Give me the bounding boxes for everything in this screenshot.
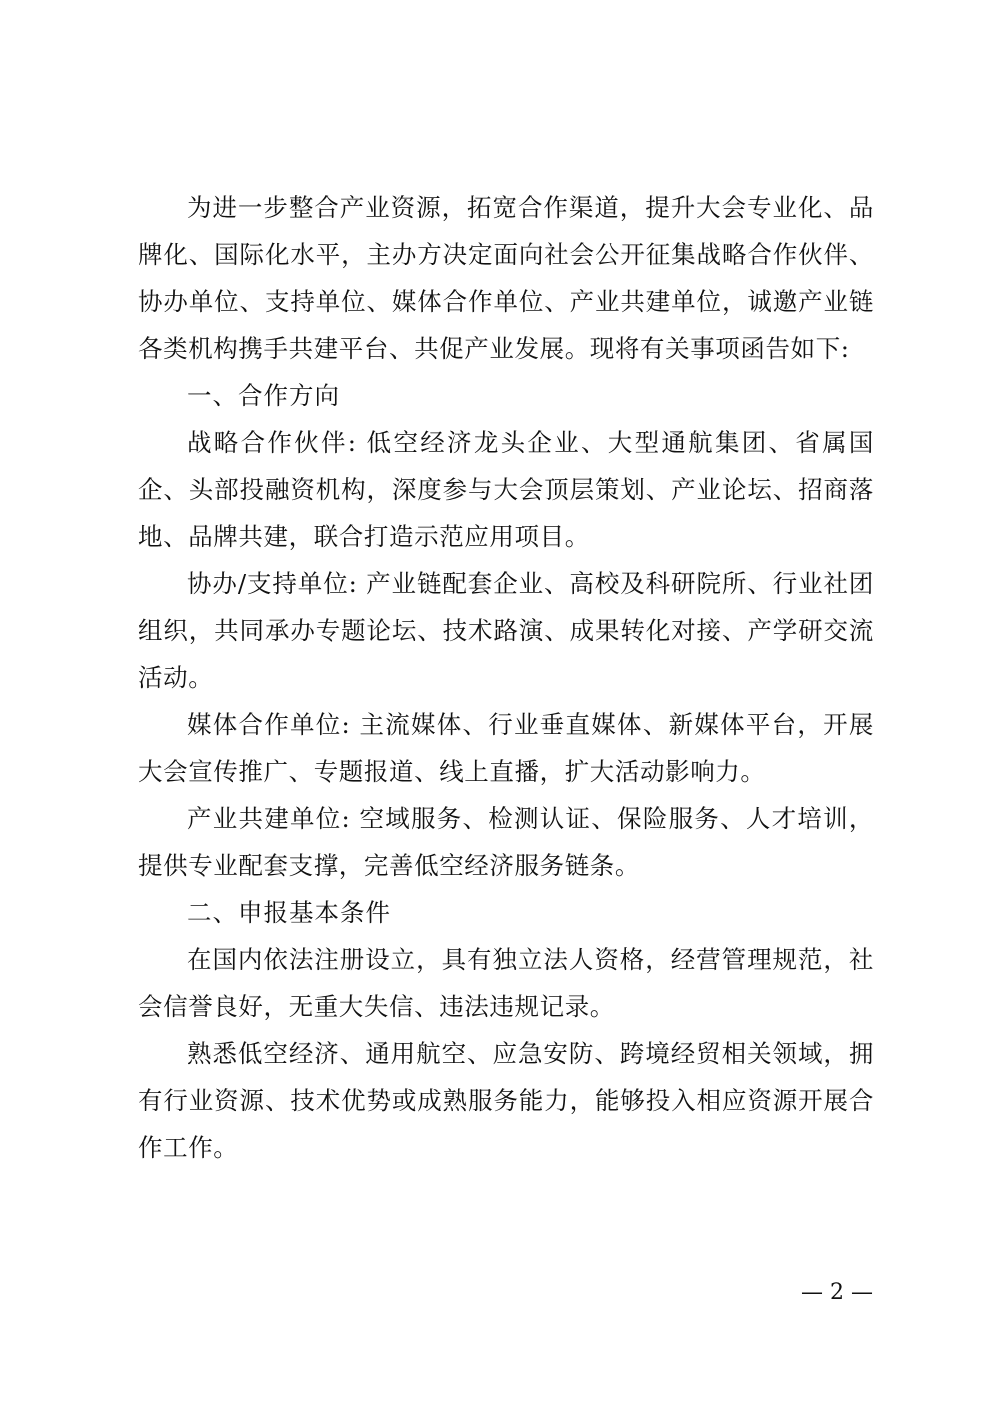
paragraph-strategic-partner: 战略合作伙伴: 低空经济龙头企业、大型通航集团、省属国企、头部投融资机构，深度参与大会顶层策划、产业论坛、招商落地、品牌共建，联合打造示范应用项目。 — [138, 428, 874, 551]
paragraph-requirement-legal: 在国内依法注册设立，具有独立法人资格，经营管理规范，社会信誉良好，无重大失信、违法违规记录。 — [138, 945, 874, 1021]
document-body — [138, 184, 874, 1171]
intro-paragraph: 为进一步整合产业资源，拓宽合作渠道，提升大会专业化、品牌化、国际化水平，主办方决定面向社会公开征集战略合作伙伴、协办单位、支持单位、媒体合作单位、产业共建单位，诚邀产业链各类机构携手共建平台、共促产业发展。现将有关事项函告如下: — [138, 193, 874, 363]
paragraph-industry-partner: 产业共建单位: 空域服务、检测认证、保险服务、人才培训，提供专业配套支撑，完善低空经济服务链条。 — [138, 804, 874, 880]
paragraph-media-partner: 媒体合作单位: 主流媒体、行业垂直媒体、新媒体平台，开展大会宣传推广、专题报道、线上直播，扩大活动影响力。 — [138, 710, 874, 786]
paragraph-co-organizer: 协办/支持单位: 产业链配套企业、高校及科研院所、行业社团组织，共同承办专题论坛、技术路演、成果转化对接、产学研交流活动。 — [138, 569, 874, 692]
section-heading-requirements: 二、申报基本条件 — [187, 898, 391, 927]
section-heading-cooperation: 一、合作方向 — [187, 381, 340, 410]
page-number: — 2 — — [801, 1280, 873, 1305]
paragraph-requirement-expertise: 熟悉低空经济、通用航空、应急安防、跨境经贸相关领域，拥有行业资源、技术优势或成熟服务能力，能够投入相应资源开展合作工作。 — [138, 1039, 874, 1162]
